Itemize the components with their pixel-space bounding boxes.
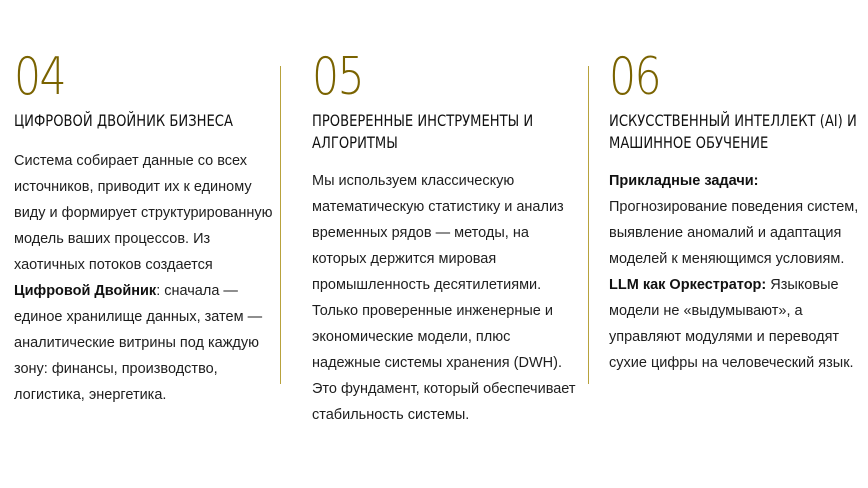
feature-number: 06 [609, 47, 660, 107]
description-bold: Цифровой Двойник [14, 283, 157, 299]
llm-orchestrator-label: LLM как Оркестратор: [609, 277, 767, 293]
feature-description [312, 168, 580, 428]
feature-title: ИСКУССТВЕННЫЙ ИНТЕЛЛЕКТ (AI) И МАШИННОЕ ОБУЧЕНИЕ [609, 111, 857, 152]
llm-orchestrator-text: Языковые модели не «выдумывают», а управляют модулями и переводят сухие цифры на человеческий язык. [609, 277, 854, 371]
column-divider [280, 66, 281, 384]
description-paragraph: Это фундамент, который обеспечивает стабильность системы. [312, 381, 576, 423]
description-paragraph: Только проверенные инженерные и экономические модели, плюс надежные системы хранения (DWH). [312, 303, 562, 371]
feature-number: 04 [14, 47, 65, 107]
feature-title: ЦИФРОВОЙ ДВОЙНИК БИЗНЕСА [14, 111, 233, 130]
feature-title: ПРОВЕРЕННЫЕ ИНСТРУМЕНТЫ И АЛГОРИТМЫ [312, 111, 534, 152]
applied-tasks-label: Прикладные задачи: [609, 173, 759, 189]
feature-column-05 [312, 47, 580, 428]
feature-column-04 [14, 47, 276, 408]
description-text: Система собирает данные со всех источников, приводит их к единому виду и формирует структурированную модель ваших процессов. Из хаотичных потоков создается [14, 153, 273, 273]
feature-column-06 [609, 47, 864, 376]
applied-tasks-text: Прогнозирование поведения систем, выявление аномалий и адаптация моделей к меняющимся условиям. [609, 199, 859, 267]
feature-number: 05 [312, 47, 363, 107]
description-paragraph: Мы используем классическую математическую статистику и анализ временных рядов — методы, на которых держится мировая промышленность десятилетиями. [312, 173, 564, 293]
description-text: : сначала — единое хранилище данных, затем — аналитические витрины под каждую зону: финансы, производство, логистика, энергетика. [14, 283, 263, 403]
feature-description [609, 168, 864, 376]
feature-description [14, 148, 276, 408]
column-divider [588, 66, 589, 384]
